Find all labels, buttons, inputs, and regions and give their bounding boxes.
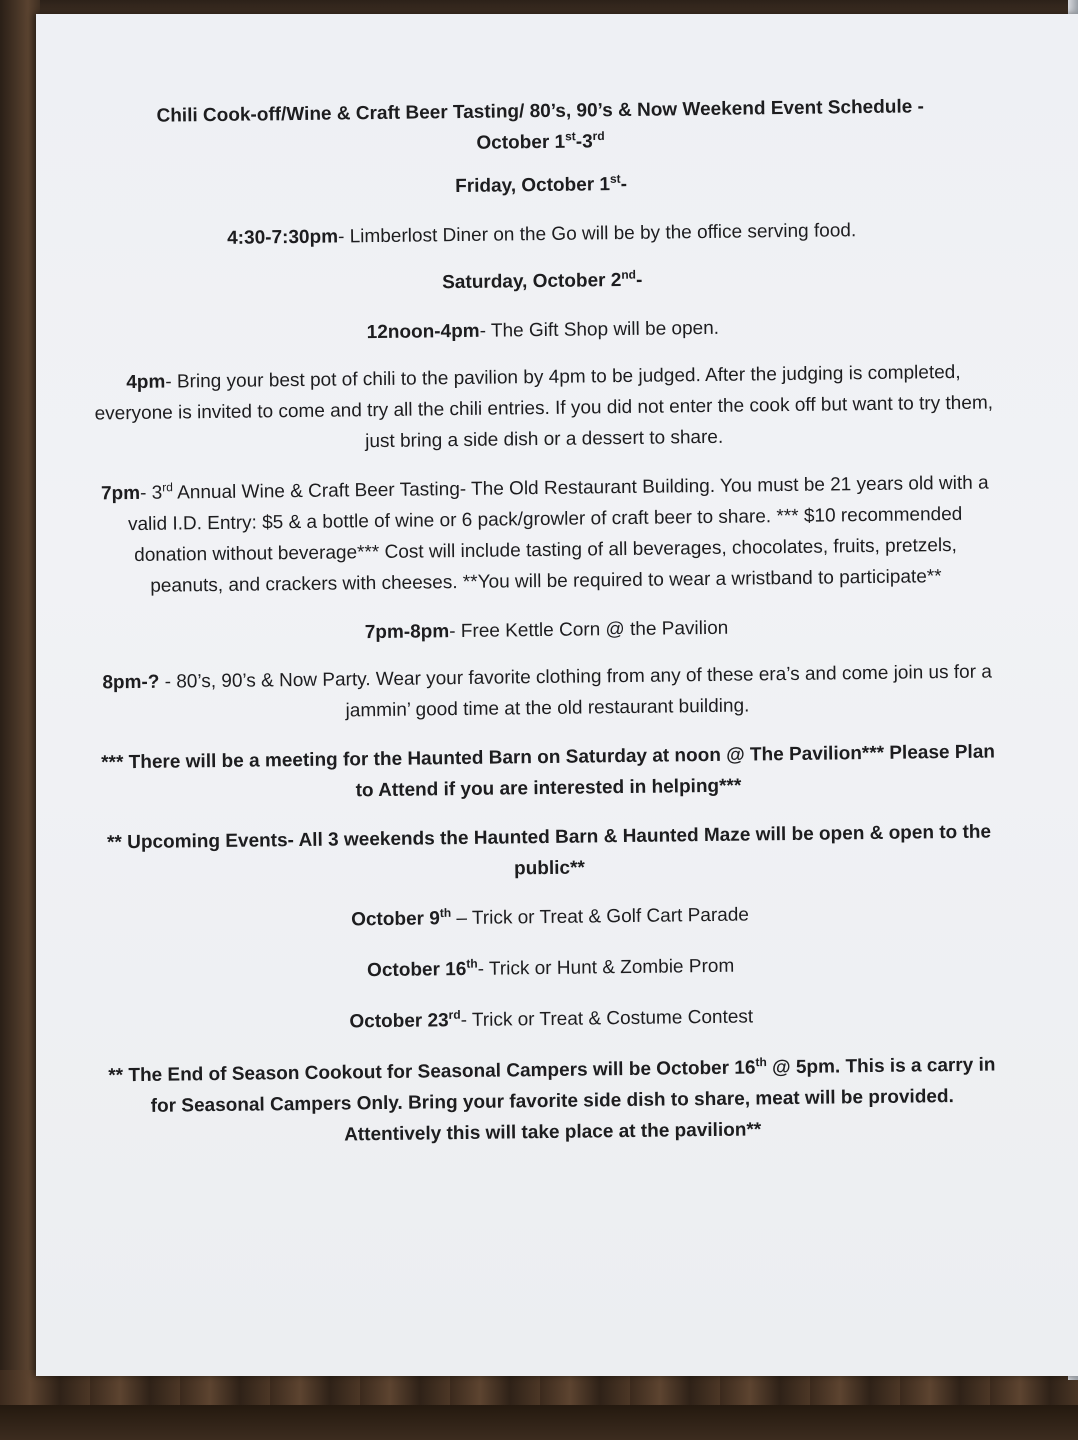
event-description: - The Gift Shop will be open. (479, 317, 720, 342)
event-description: - Limberlost Diner on the Go will be by the office serving food. (337, 220, 857, 248)
upcoming-event: October 9th – Trick or Treat & Golf Cart Parade (351, 904, 750, 931)
title-line-1: Chili Cook-off/Wine & Craft Beer Tasting/ 80’s, 90’s & Now Weekend Event Schedule - (156, 96, 924, 127)
saturday-event-chili (93, 356, 994, 460)
saturday-event-gift-shop (93, 309, 993, 351)
document-title: Chili Cook-off/Wine & Craft Beer Tasting/ 80’s, 90’s & Now Weekend Event Schedule - October 1st-3rd (156, 96, 924, 154)
event-time: 8pm-? (102, 671, 160, 694)
upcoming-notice: ** Upcoming Events- All 3 weekends the Haunted Barn & Haunted Maze will be open & open to the public** (106, 821, 992, 880)
event-description: - 80’s, 90’s & Now Party. Wear your favorite clothing from any of these era’s and come join us for a jammin’ good time at the old restaurant building. (159, 661, 992, 722)
event-time: 4:30-7:30pm (227, 226, 339, 249)
saturday-event-tasting: 7pm- 3rd Annual Wine & Craft Beer Tasting- The Old Restaurant Building. You must be 21 years old with a valid I.D. Entry: $5 & a bottle of wine or 6 pack/growler of craft beer to share. *** $10 recommended donation without beverage*** Cost will include tasting of all beverages, chocolates, fruits, pretzels, peanuts, and crackers with cheeses. **You will be required to wear a wristband to participate** (100, 472, 989, 597)
event-description: - Bring your best pot of chili to the pavilion by 4pm to be judged. After the judging is completed, everyone is invited to come and try all the chili entries. If you did not enter the cook off but want to try them, just bring a side dish or a dessert to share. (94, 361, 994, 453)
friday-event (92, 213, 992, 255)
upcoming-event: October 16th- Trick or Hunt & Zombie Prom (366, 955, 735, 982)
event-time: 12noon-4pm (366, 320, 480, 344)
event-time: 7pm (100, 482, 141, 505)
friday-heading: Friday, October 1st- (455, 171, 628, 198)
wood-table-bottom-shadow (0, 1405, 1078, 1440)
meeting-notice: *** There will be a meeting for the Haunted Barn on Saturday at noon @ The Pavilion*** Please Plan to Attend if you are interested in helping*** (101, 741, 996, 802)
saturday-heading: Saturday, October 2nd- (442, 267, 643, 294)
event-time: 4pm (126, 371, 166, 394)
saturday-event-kettle-corn (96, 609, 996, 651)
wood-table-left (0, 0, 40, 1440)
event-description: - Free Kettle Corn @ the Pavilion (449, 617, 729, 643)
upcoming-event: October 23rd- Trick or Treat & Costume Contest (349, 1006, 754, 1033)
event-time: 7pm-8pm (364, 621, 450, 644)
event-description: Annual Wine & Craft Beer Tasting- The Old Restaurant Building. You must be 21 years old with a valid I.D. Entry: $5 & a bottle of wine or 6 pack/growler of craft beer to share. *** $10 recommended donation without beverage*** Cost will include tasting of all beverages, chocolates, fruits, pretzels, peanuts, and crackers with cheeses. **You will be required to wear a wristband to participate** (127, 472, 989, 597)
schedule-content (90, 91, 1003, 1154)
cookout-notice: ** The End of Season Cookout for Seasonal Campers will be October 16th @ 5pm. This is a carry in for Seasonal Campers Only. Bring your favorite side dish to share, meat will be provided. Attentively this will take place at the pavilion** (108, 1054, 996, 1146)
saturday-event-party (97, 656, 998, 729)
